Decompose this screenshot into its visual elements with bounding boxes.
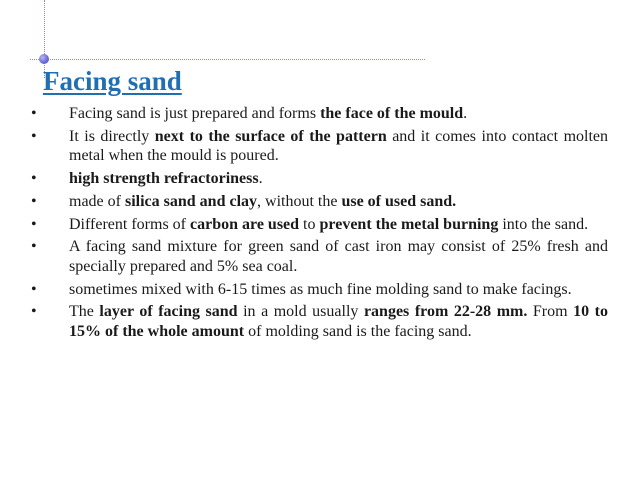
bullet-emphasis-text: use of used sand. <box>341 192 457 210</box>
bullet-item <box>31 280 608 300</box>
bullet-text: sometimes mixed with 6-15 times as much fine molding sand to make facings. <box>69 280 572 298</box>
bullet-text: . <box>258 170 263 188</box>
bullet-item <box>31 237 608 276</box>
bullet-emphasis-text: prevent the metal burning <box>319 215 499 233</box>
bullet-list <box>31 104 608 345</box>
bullet-text: into the sand. <box>498 215 589 233</box>
bullet-emphasis-text: high strength refractoriness <box>69 170 259 188</box>
bullet-text: . <box>463 105 468 122</box>
bullet-item <box>31 169 608 189</box>
bullet-marker-icon: • <box>31 215 37 233</box>
bullet-text: to <box>299 215 320 233</box>
bullet-item <box>31 127 608 166</box>
bullet-text: and it comes into contact molten metal when the mould is poured. <box>69 127 609 165</box>
bullet-text: Different forms of <box>69 215 190 233</box>
bullet-emphasis-text: next to the surface of the pattern <box>154 127 387 145</box>
slide-title: Facing sand <box>43 66 182 96</box>
bullet-text: of molding sand is the facing sand. <box>244 323 472 341</box>
bullet-item <box>31 215 608 235</box>
bullet-item <box>31 192 608 212</box>
bullet-marker-icon: • <box>31 238 37 256</box>
bullet-emphasis-text: carbon are used <box>190 215 300 233</box>
bullet-item <box>31 302 608 341</box>
bullet-text: From <box>527 303 574 321</box>
bullet-emphasis-text: silica sand and clay <box>124 192 258 210</box>
bullet-emphasis-text: the face of the mould <box>320 105 464 122</box>
decorative-circle-icon <box>39 54 49 64</box>
bullet-marker-icon: • <box>31 127 37 145</box>
bullet-text: made of <box>69 192 125 210</box>
bullet-emphasis-text: ranges from 22-28 mm. <box>363 303 528 321</box>
bullet-text: A facing sand mixture for green sand of cast iron may consist of 25% fresh and specially prepared and 5% sea coal. <box>69 238 608 275</box>
bullet-text: It is directly <box>69 127 155 145</box>
bullet-text: , without the <box>257 192 342 210</box>
bullet-item <box>31 104 608 124</box>
decorative-horizontal-dotted-line <box>30 59 425 60</box>
bullet-text: The <box>69 303 100 321</box>
bullet-text: Facing sand is just prepared and forms <box>69 105 321 122</box>
bullet-text: in a mold usually <box>237 303 364 321</box>
bullet-marker-icon: • <box>31 105 37 122</box>
bullet-emphasis-text: layer of facing sand <box>99 303 238 321</box>
bullet-marker-icon: • <box>31 280 37 298</box>
bullet-marker-icon: • <box>31 303 37 321</box>
bullet-emphasis-text: 10 to 15% of the whole amount <box>69 303 608 341</box>
bullet-marker-icon: • <box>31 170 37 188</box>
bullet-marker-icon: • <box>31 192 37 210</box>
